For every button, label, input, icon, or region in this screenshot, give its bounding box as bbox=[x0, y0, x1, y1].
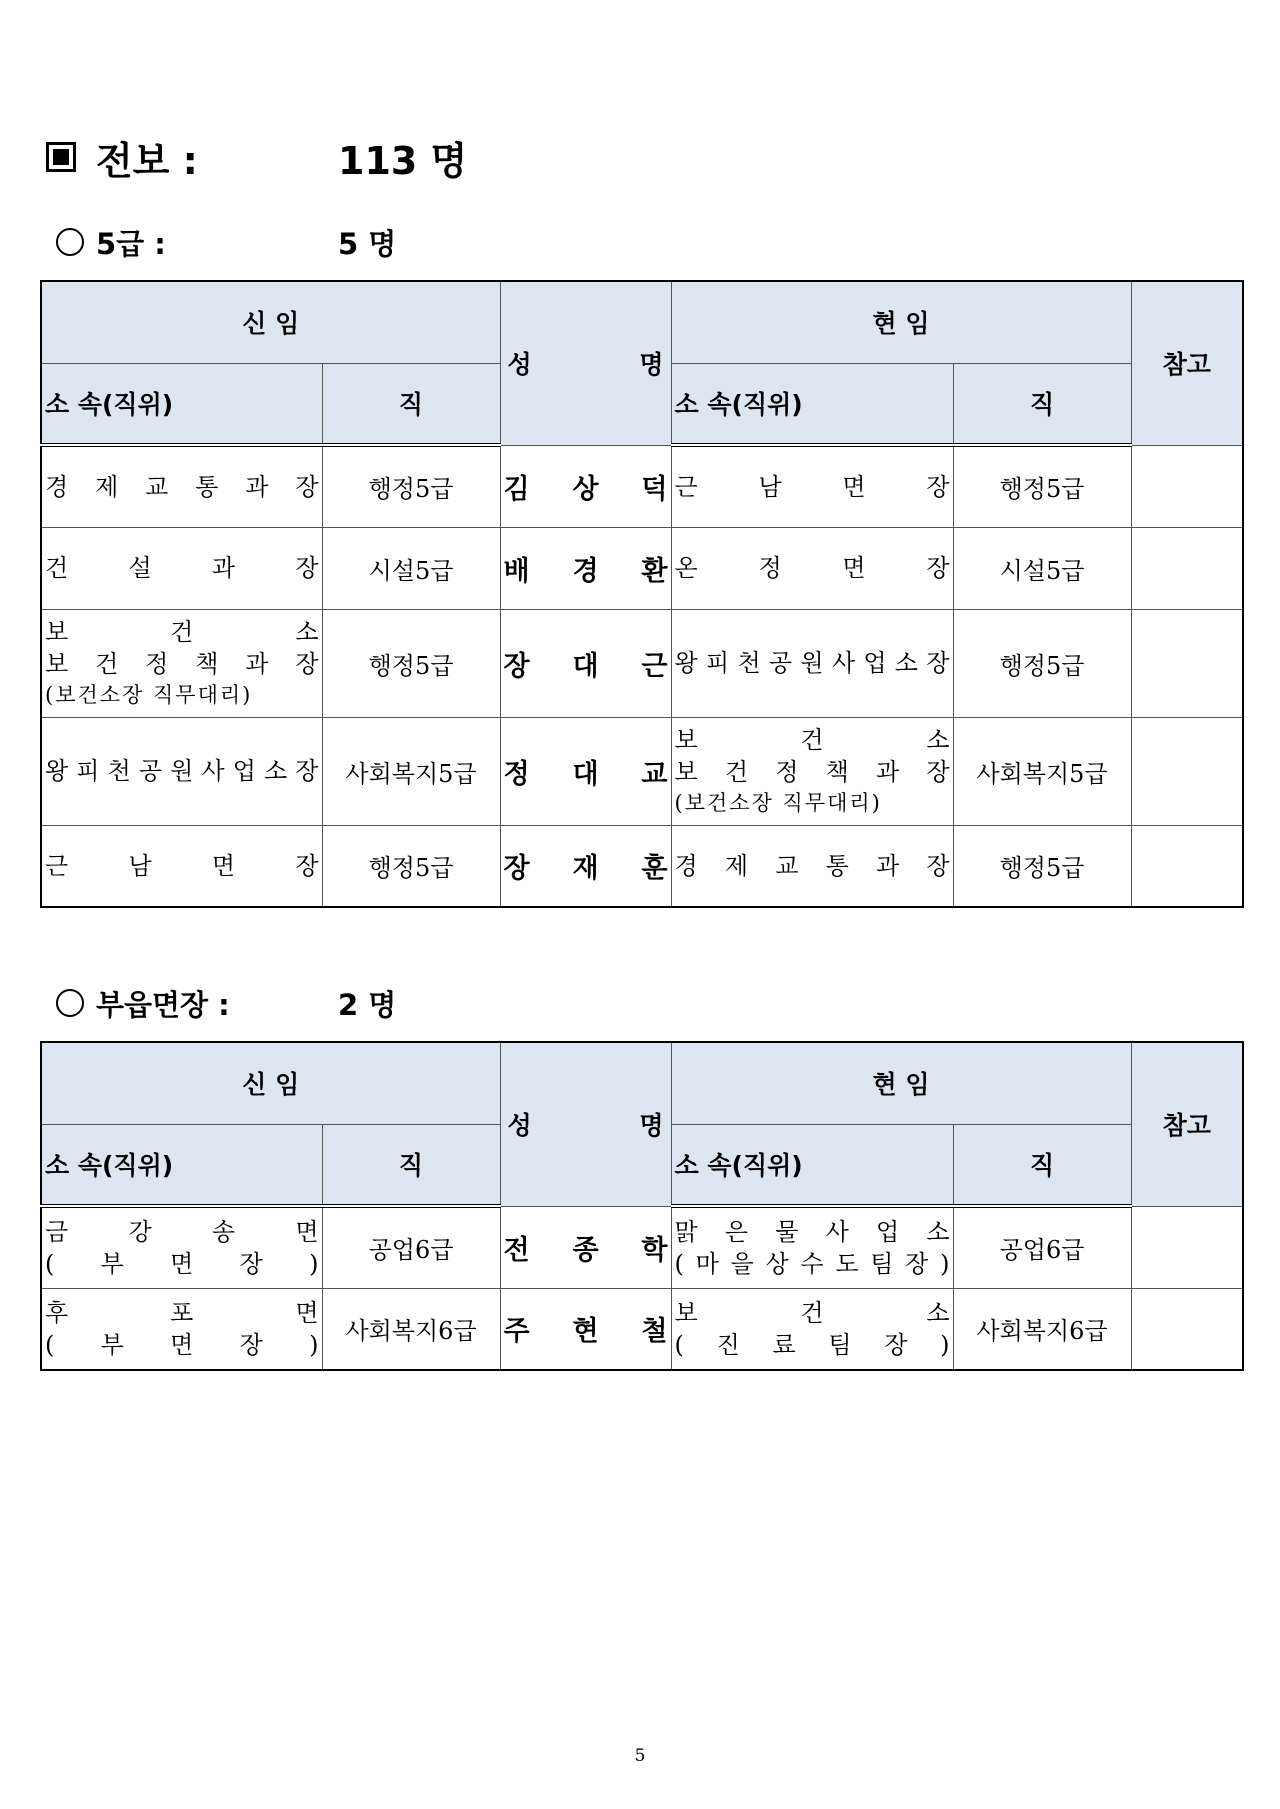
header-new-post: 신 임 bbox=[41, 281, 500, 363]
current-dept-cell bbox=[671, 1206, 953, 1288]
note-cell bbox=[1131, 717, 1243, 825]
current-grade-cell: 사회복지5급 bbox=[953, 717, 1131, 825]
employee-name-cell bbox=[500, 527, 671, 609]
note-cell bbox=[1131, 445, 1243, 527]
dept-line: ( 부 면 장 ) bbox=[45, 1330, 319, 1359]
section1-count-wrap bbox=[338, 222, 396, 262]
section2-title: 부읍면장 : bbox=[96, 987, 230, 1022]
header-cur-dept: 소 속(직위) bbox=[671, 1124, 953, 1206]
table-row bbox=[41, 609, 1243, 717]
employee-name-cell bbox=[500, 825, 671, 907]
dept-line: 맑 은 물 사 업 소 bbox=[674, 1217, 950, 1246]
dept-line: ( 진 료 팀 장 ) bbox=[674, 1330, 950, 1359]
new-dept-cell bbox=[41, 609, 322, 717]
employee-name: 배 경 환 bbox=[503, 555, 668, 587]
header-new-dept: 소 속(직위) bbox=[41, 363, 322, 445]
dept-line: (보건소장 직무대리) bbox=[674, 791, 882, 815]
header-name-spread: 성 명 bbox=[507, 1111, 664, 1141]
dept-line: 보 건 소 bbox=[674, 1298, 950, 1327]
current-dept-cell bbox=[671, 445, 953, 527]
section1-table bbox=[40, 280, 1244, 908]
note-cell bbox=[1131, 825, 1243, 907]
header-cur-dept: 소 속(직위) bbox=[671, 363, 953, 445]
table-row bbox=[41, 445, 1243, 527]
dept-line: 근 남 면 장 bbox=[45, 851, 319, 880]
section1-body bbox=[41, 445, 1243, 907]
note-cell bbox=[1131, 527, 1243, 609]
page-number: 5 bbox=[634, 1746, 646, 1766]
section2-count-wrap bbox=[338, 983, 396, 1023]
header-new-grade: 직 bbox=[322, 1124, 500, 1206]
main-heading bbox=[46, 132, 198, 182]
dept-line: 금 강 송 면 bbox=[45, 1217, 319, 1246]
current-dept-cell bbox=[671, 527, 953, 609]
table-row bbox=[41, 1206, 1243, 1288]
dept-line: 경 제 교 통 과 장 bbox=[674, 851, 950, 880]
current-grade-cell: 행정5급 bbox=[953, 609, 1131, 717]
header-note: 참고 bbox=[1131, 1042, 1243, 1206]
current-grade-cell: 사회복지6급 bbox=[953, 1288, 1131, 1370]
employee-name: 김 상 덕 bbox=[503, 473, 668, 505]
new-dept-cell bbox=[41, 717, 322, 825]
employee-name-cell bbox=[500, 609, 671, 717]
current-dept-cell bbox=[671, 717, 953, 825]
header-cur-grade: 직 bbox=[953, 363, 1131, 445]
new-dept-cell bbox=[41, 527, 322, 609]
section1-heading bbox=[56, 222, 166, 262]
dept-line: 후 포 면 bbox=[45, 1298, 319, 1327]
header-new-dept: 소 속(직위) bbox=[41, 1124, 322, 1206]
employee-name: 정 대 교 bbox=[503, 758, 668, 790]
section2-table bbox=[40, 1041, 1244, 1371]
current-grade-cell: 공업6급 bbox=[953, 1206, 1131, 1288]
dept-line: 건 설 과 장 bbox=[45, 554, 319, 582]
new-grade-cell: 사회복지5급 bbox=[322, 717, 500, 825]
dept-line: 보 건 소 bbox=[674, 726, 950, 754]
section1-count: 5 명 bbox=[338, 226, 397, 261]
new-grade-cell: 행정5급 bbox=[322, 609, 500, 717]
header-name bbox=[500, 1042, 671, 1206]
employee-name: 주 현 철 bbox=[503, 1316, 668, 1348]
header-name bbox=[500, 281, 671, 445]
new-grade-cell: 시설5급 bbox=[322, 527, 500, 609]
table-row bbox=[41, 717, 1243, 825]
employee-name-cell bbox=[500, 1206, 671, 1288]
circle-bullet-icon bbox=[56, 989, 84, 1017]
section2-body bbox=[41, 1206, 1243, 1370]
new-dept-cell bbox=[41, 825, 322, 907]
employee-name: 전 종 학 bbox=[503, 1234, 668, 1266]
new-grade-cell: 행정5급 bbox=[322, 445, 500, 527]
table-row bbox=[41, 1288, 1243, 1370]
dept-line: (보건소장 직무대리) bbox=[45, 683, 253, 707]
employee-name-cell bbox=[500, 1288, 671, 1370]
dept-line: 보 건 정 책 과 장 bbox=[674, 758, 950, 786]
table-row bbox=[41, 825, 1243, 907]
table-row bbox=[41, 527, 1243, 609]
new-dept-cell bbox=[41, 445, 322, 527]
employee-name: 장 대 근 bbox=[503, 650, 668, 682]
dept-line: 왕 피 천 공 원 사 업 소 장 bbox=[674, 649, 950, 677]
note-cell bbox=[1131, 1288, 1243, 1370]
main-heading-count-wrap bbox=[338, 132, 467, 182]
current-grade-cell: 행정5급 bbox=[953, 445, 1131, 527]
section2-count: 2 명 bbox=[338, 987, 397, 1022]
current-grade-cell: 시설5급 bbox=[953, 527, 1131, 609]
dept-line: 경 제 교 통 과 장 bbox=[45, 472, 319, 501]
header-note: 참고 bbox=[1131, 281, 1243, 445]
header-new-grade: 직 bbox=[322, 363, 500, 445]
employee-name: 장 재 훈 bbox=[503, 853, 668, 885]
header-name-spread: 성 명 bbox=[507, 350, 664, 380]
main-heading-title: 전보 : bbox=[96, 138, 198, 183]
new-dept-cell bbox=[41, 1206, 322, 1288]
dept-line: 보 건 정 책 과 장 bbox=[45, 650, 319, 678]
main-heading-count: 113 명 bbox=[338, 138, 468, 183]
dept-line: 보 건 소 bbox=[45, 618, 319, 646]
dept-line: ( 부 면 장 ) bbox=[45, 1249, 319, 1278]
note-cell bbox=[1131, 609, 1243, 717]
current-dept-cell bbox=[671, 609, 953, 717]
employee-name-cell bbox=[500, 445, 671, 527]
section1-title: 5급 : bbox=[96, 226, 166, 261]
current-grade-cell: 행정5급 bbox=[953, 825, 1131, 907]
current-dept-cell bbox=[671, 825, 953, 907]
header-new-post: 신 임 bbox=[41, 1042, 500, 1124]
current-dept-cell bbox=[671, 1288, 953, 1370]
employee-name-cell bbox=[500, 717, 671, 825]
dept-line: 왕 피 천 공 원 사 업 소 장 bbox=[45, 757, 319, 785]
section2-heading bbox=[56, 983, 230, 1023]
header-current-post: 현 임 bbox=[671, 281, 1131, 363]
note-cell bbox=[1131, 1206, 1243, 1288]
header-current-post: 현 임 bbox=[671, 1042, 1131, 1124]
new-grade-cell: 행정5급 bbox=[322, 825, 500, 907]
dept-line: ( 마 을 상 수 도 팀 장 ) bbox=[674, 1249, 950, 1278]
dept-line: 근 남 면 장 bbox=[674, 472, 950, 501]
new-grade-cell: 사회복지6급 bbox=[322, 1288, 500, 1370]
dept-line: 온 정 면 장 bbox=[674, 554, 950, 582]
header-cur-grade: 직 bbox=[953, 1124, 1131, 1206]
new-dept-cell bbox=[41, 1288, 322, 1370]
circle-bullet-icon bbox=[56, 228, 84, 256]
new-grade-cell: 공업6급 bbox=[322, 1206, 500, 1288]
filled-square-icon bbox=[46, 142, 76, 172]
